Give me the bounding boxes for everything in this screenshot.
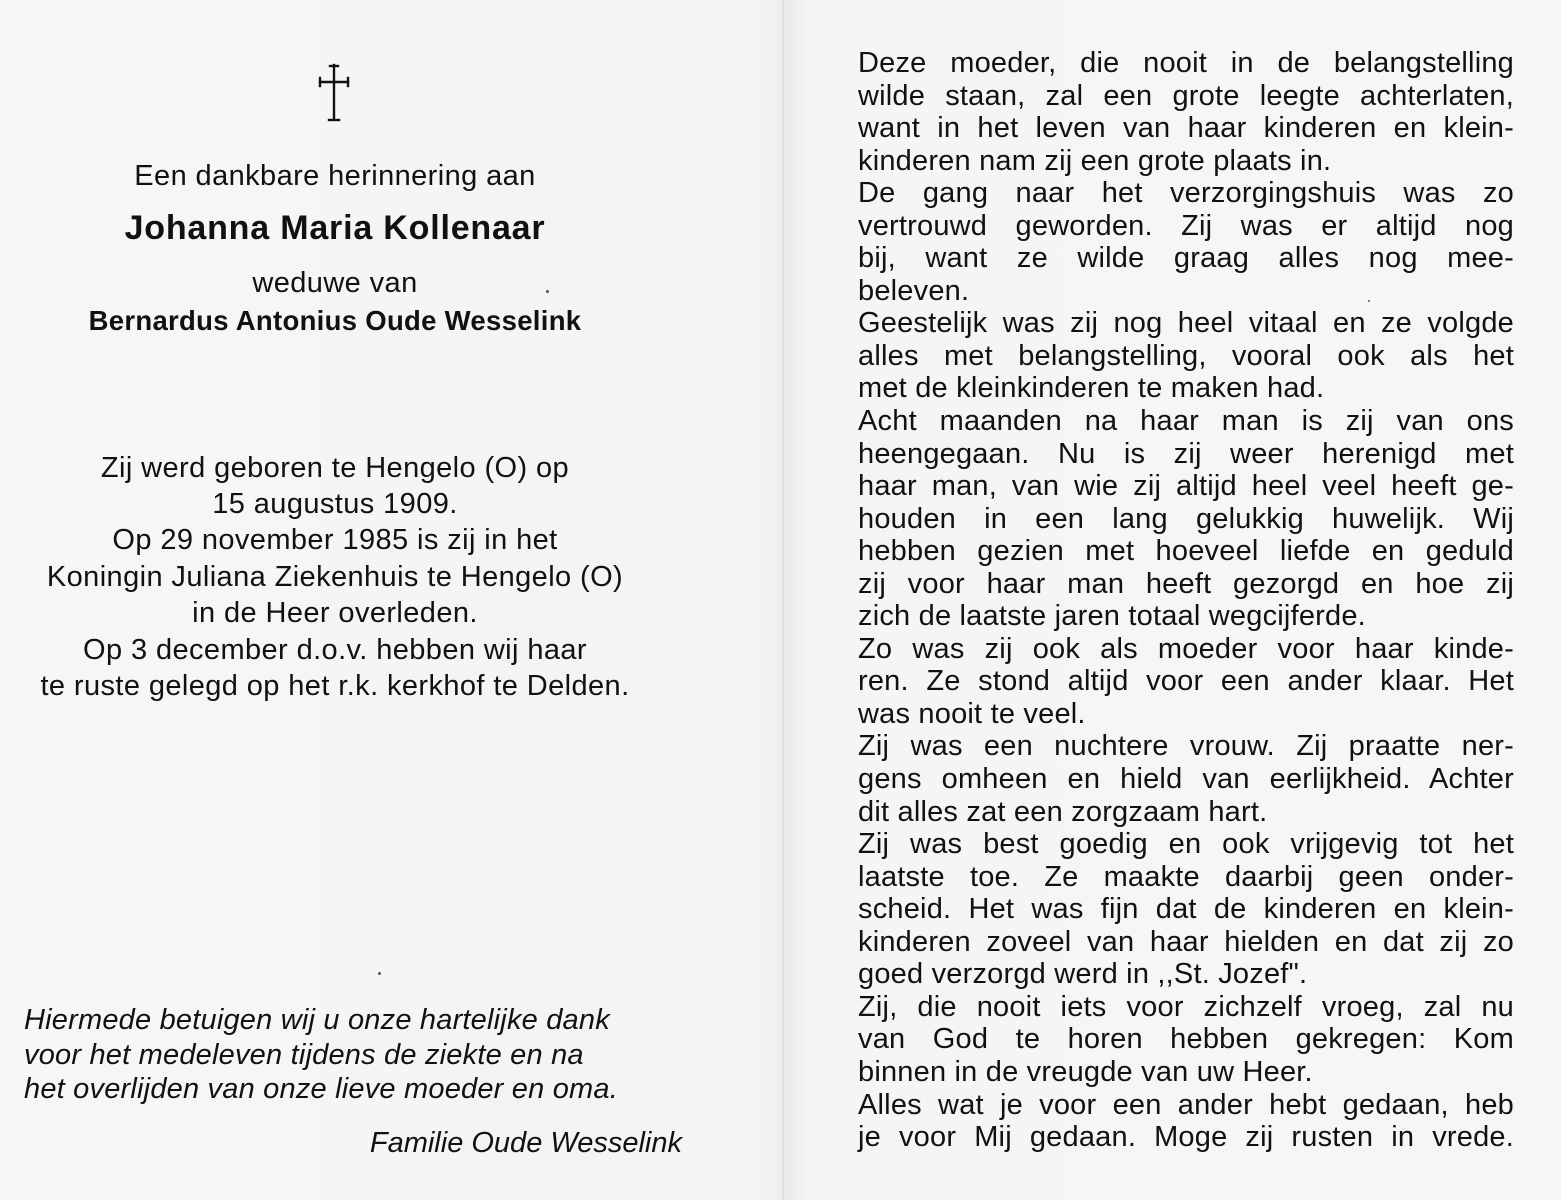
life-line: Zij werd geboren te Hengelo (O) op <box>100 452 570 484</box>
thanks-line: Hiermede betuigen wij u onze hartelijke dank <box>24 1004 610 1036</box>
text-line: scheid. Het was fijn dat de kinderen en klein- <box>858 893 1514 926</box>
text-line: want in het leven van haar kinderen en klein- <box>858 112 1514 145</box>
text-line: heengegaan. Nu is zij weer herenigd met <box>858 437 1514 470</box>
text-line: binnen in de vreugde van uw Heer. <box>858 1055 1313 1088</box>
thanks-message <box>24 1003 684 1107</box>
text-line: laatste toe. Ze maakte daarbij geen onder- <box>858 860 1514 893</box>
text-line: zich de laatste jaren totaal wegcijferde. <box>858 600 1366 633</box>
text-line: ren. Ze stond altijd voor een ander klaar. Het <box>858 665 1514 698</box>
print-speck <box>546 290 549 293</box>
print-speck <box>1368 300 1370 302</box>
life-line: Op 3 december d.o.v. hebben wij haar <box>83 634 587 666</box>
text-line: De gang naar het verzorgingshuis was zo <box>858 177 1514 210</box>
text-line: Zo was zij ook als moeder voor haar kinde- <box>858 632 1514 665</box>
family-signature: Familie Oude Wesselink <box>369 1127 682 1159</box>
print-speck <box>378 972 381 975</box>
text-line: Zij was een nuchtere vrouw. Zij praatte ner- <box>858 730 1514 763</box>
husband-name: Bernardus Antonius Oude Wesselink <box>88 305 582 336</box>
text-line: houden in een lang gelukkig huwelijk. Wij <box>858 502 1514 535</box>
text-line: beleven. <box>858 274 970 307</box>
text-line: zij voor haar man heeft gezorgd en hoe zij <box>858 567 1514 600</box>
text-line: gens omheen en hield van eerlijkheid. Achter <box>858 763 1514 796</box>
text-line: Geestelijk was zij nog heel vitaal en ze volgde <box>858 307 1514 340</box>
left-panel <box>0 0 690 1200</box>
text-line: wilde staan, zal een grote leegte achterlaten, <box>858 79 1514 112</box>
intro-text: Een dankbare herinnering aan <box>134 160 536 192</box>
life-line: in de Heer overleden. <box>192 597 478 629</box>
text-line: van God te horen hebben gekregen: Kom <box>858 1023 1514 1056</box>
text-line: met de kleinkinderen te maken had. <box>858 372 1325 405</box>
text-line: Acht maanden na haar man is zij van ons <box>858 405 1514 438</box>
text-line: goed verzorgd werd in ,,St. Jozef". <box>858 958 1308 991</box>
text-line: hebben gezien met hoeveel liefde en geduld <box>858 535 1514 568</box>
text-line: alles met belangstelling, vooral ook als het <box>858 339 1514 372</box>
text-line: kinderen nam zij een grote plaats in. <box>858 144 1332 177</box>
text-line: Zij, die nooit iets voor zichzelf vroeg, zal nu <box>858 990 1514 1023</box>
text-line: Alles wat je voor een ander hebt gedaan, heb <box>858 1088 1514 1121</box>
text-line: Deze moeder, die nooit in de belangstelling <box>858 47 1514 79</box>
life-line: Koningin Juliana Ziekenhuis te Hengelo (O) <box>46 561 624 593</box>
text-line: Zij was best goedig en ook vrijgevig tot het <box>858 828 1514 861</box>
card-fold <box>782 0 784 1200</box>
text-line: bij, want ze wilde graag alles nog mee- <box>858 242 1514 275</box>
text-line: je voor Mij gedaan. Moge zij rusten in vrede. <box>858 1121 1514 1154</box>
text-line: dit alles zat een zorgzaam hart. <box>858 795 1268 828</box>
cross-icon <box>316 62 352 124</box>
deceased-name: Johanna Maria Kollenaar <box>124 209 546 247</box>
text-line: was nooit te veel. <box>858 697 1086 730</box>
widow-of-text: weduwe van <box>252 267 418 299</box>
life-line: te ruste gelegd op het r.k. kerkhof te Delden. <box>40 670 630 702</box>
thanks-line: het overlijden van onze lieve moeder en oma. <box>24 1073 618 1105</box>
thanks-line: voor het medeleven tijdens de ziekte en na <box>24 1038 584 1071</box>
text-line: kinderen zoveel van haar hielden en dat zij zo <box>858 925 1514 958</box>
life-line: Op 29 november 1985 is zij in het <box>112 524 558 556</box>
text-line: vertrouwd geworden. Zij was er altijd nog <box>858 209 1514 242</box>
text-line: haar man, van wie zij altijd heel veel heeft ge- <box>858 470 1514 503</box>
life-line: 15 augustus 1909. <box>212 488 458 520</box>
right-panel-text <box>858 47 1514 1154</box>
